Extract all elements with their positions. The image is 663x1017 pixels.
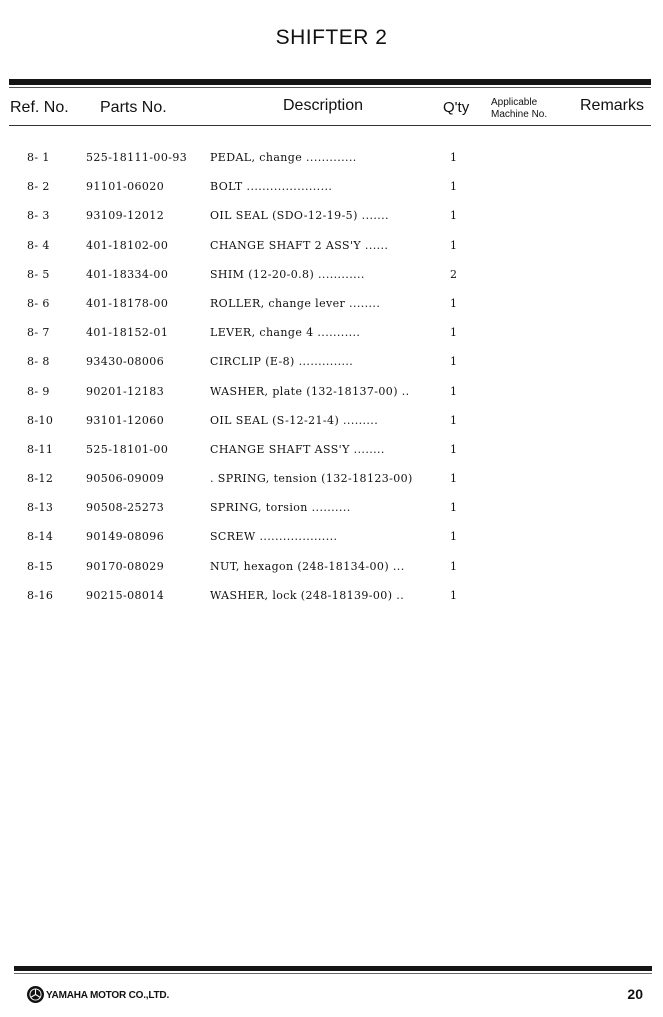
row-qty: 1	[450, 442, 458, 456]
row-qty: 1	[450, 296, 458, 310]
header-parts-no: Parts No.	[100, 99, 167, 116]
table-row	[0, 525, 663, 554]
row-parts-no: 90508-25273	[86, 501, 165, 515]
table-row	[0, 409, 663, 438]
row-parts-no: 93430-08006	[86, 355, 165, 369]
footer-company-name: YAMAHA MOTOR CO.,LTD.	[46, 990, 170, 1001]
table-row	[0, 321, 663, 350]
row-description: SCREW ....................	[210, 530, 338, 544]
row-description: WASHER, lock (248-18139-00) ..	[210, 588, 405, 602]
row-qty: 1	[450, 501, 458, 515]
row-qty: 1	[450, 326, 458, 340]
row-parts-no: 401-18334-00	[86, 267, 169, 281]
row-qty: 1	[450, 530, 458, 544]
row-description: WASHER, plate (132-18137-00) ..	[210, 384, 410, 398]
row-ref: 8-13	[27, 501, 54, 515]
row-description: SPRING, torsion ..........	[210, 501, 351, 515]
row-parts-no: 91101-06020	[86, 180, 165, 194]
header-applicable-line1: Applicable	[491, 97, 538, 108]
row-ref: 8- 5	[27, 267, 50, 281]
row-parts-no: 525-18101-00	[86, 442, 169, 456]
row-qty: 1	[450, 413, 458, 427]
row-ref: 8-15	[27, 559, 54, 573]
row-description: SHIM (12-20-0.8) ............	[210, 267, 365, 281]
table-row	[0, 146, 663, 175]
row-qty: 2	[450, 267, 458, 281]
row-qty: 1	[450, 588, 458, 602]
row-description: LEVER, change 4 ...........	[210, 326, 361, 340]
row-ref: 8- 3	[27, 209, 50, 223]
yamaha-tuning-fork-logo-icon	[27, 986, 44, 1003]
row-ref: 8- 2	[27, 180, 50, 194]
table-row	[0, 204, 663, 233]
row-description: ROLLER, change lever ........	[210, 296, 381, 310]
row-ref: 8- 8	[27, 355, 50, 369]
table-row	[0, 292, 663, 321]
header-description: Description	[283, 97, 364, 114]
row-ref: 8-12	[27, 472, 54, 486]
row-description: OIL SEAL (S-12-21-4) .........	[210, 413, 379, 427]
table-header	[0, 96, 663, 126]
row-qty: 1	[450, 355, 458, 369]
page-number: 20	[627, 986, 643, 1002]
row-parts-no: 401-18152-01	[86, 326, 169, 340]
row-parts-no: 90201-12183	[86, 384, 165, 398]
table-row	[0, 555, 663, 584]
header-applicable-line2: Machine No.	[491, 109, 548, 120]
row-parts-no: 90170-08029	[86, 559, 165, 573]
row-description: . SPRING, tension (132-18123-00)	[210, 472, 413, 486]
row-parts-no: 93109-12012	[86, 209, 165, 223]
parts-table-body	[0, 146, 663, 613]
row-qty: 1	[450, 384, 458, 398]
row-description: CIRCLIP (E-8) ..............	[210, 355, 354, 369]
top-rule	[9, 79, 651, 85]
table-row	[0, 234, 663, 263]
row-parts-no: 90215-08014	[86, 588, 165, 602]
table-row	[0, 350, 663, 379]
bottom-rule-thin	[14, 973, 652, 974]
header-remarks: Remarks	[580, 97, 645, 114]
row-ref: 8- 6	[27, 296, 50, 310]
table-row	[0, 175, 663, 204]
row-parts-no: 401-18178-00	[86, 296, 169, 310]
row-ref: 8-16	[27, 588, 54, 602]
row-ref: 8- 4	[27, 238, 50, 252]
row-ref: 8-10	[27, 413, 54, 427]
row-description: PEDAL, change .............	[210, 151, 357, 164]
row-description: OIL SEAL (SDO-12-19-5) .......	[210, 209, 389, 223]
row-ref: 8- 1	[27, 151, 50, 164]
table-row	[0, 263, 663, 292]
page-title: SHIFTER 2	[275, 26, 388, 49]
row-description: CHANGE SHAFT 2 ASS'Y ......	[210, 238, 389, 252]
row-ref: 8-11	[27, 442, 54, 456]
row-qty: 1	[450, 559, 458, 573]
row-description: CHANGE SHAFT ASS'Y ........	[210, 442, 385, 456]
header-applicable-machine-no	[491, 97, 547, 121]
row-parts-no: 90149-08096	[86, 530, 165, 544]
row-ref: 8- 9	[27, 384, 50, 398]
header-ref-no: Ref. No.	[10, 99, 69, 116]
table-row	[0, 380, 663, 409]
row-qty: 1	[450, 180, 458, 194]
row-description: BOLT ......................	[210, 180, 333, 194]
header-qty: Q'ty	[443, 99, 470, 116]
row-qty: 1	[450, 238, 458, 252]
table-row	[0, 467, 663, 496]
table-row	[0, 438, 663, 467]
row-ref: 8- 7	[27, 326, 50, 340]
row-parts-no: 401-18102-00	[86, 238, 169, 252]
row-parts-no: 93101-12060	[86, 413, 165, 427]
row-parts-no: 90506-09009	[86, 472, 165, 486]
row-description: NUT, hexagon (248-18134-00) ...	[210, 559, 405, 573]
table-row	[0, 584, 663, 613]
bottom-rule	[14, 966, 652, 971]
row-ref: 8-14	[27, 530, 54, 544]
table-row	[0, 496, 663, 525]
header-rule	[9, 125, 651, 126]
row-qty: 1	[450, 472, 458, 486]
row-qty: 1	[450, 209, 458, 223]
row-qty: 1	[450, 151, 458, 164]
top-rule-thin	[9, 87, 651, 88]
row-parts-no: 525-18111-00-93	[86, 151, 188, 164]
